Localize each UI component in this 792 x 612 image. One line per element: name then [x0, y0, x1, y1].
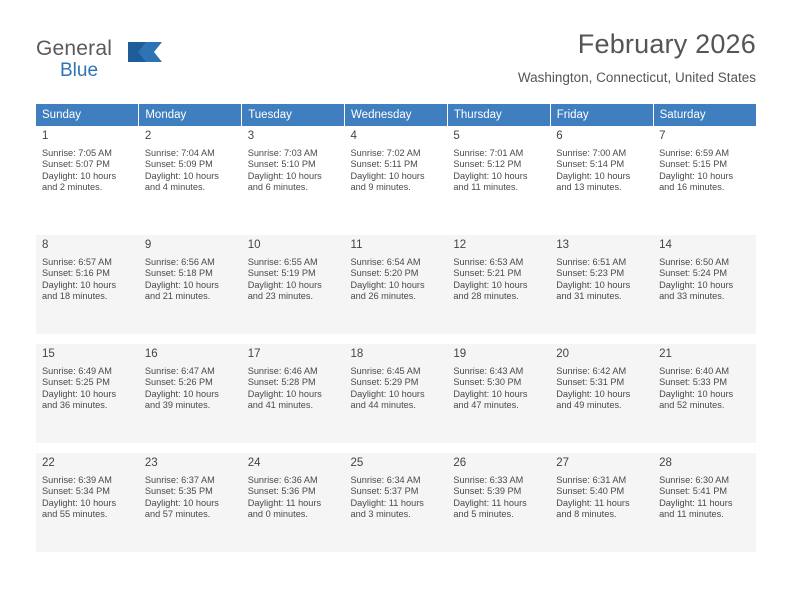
- day-number: 16: [144, 348, 158, 360]
- day-number: 26: [453, 457, 467, 469]
- day-sunrise-text: Sunrise: 7:02 AM: [350, 148, 421, 158]
- day-daylight2-text: and 31 minutes.: [556, 291, 622, 302]
- day-daylight1-text: Daylight: 10 hours: [659, 279, 734, 290]
- day-details: [659, 148, 750, 194]
- day-daylight2-text: and 26 minutes.: [350, 291, 416, 302]
- day-daylight2-text: and 28 minutes.: [453, 291, 519, 302]
- day-daylight1-text: Daylight: 11 hours: [556, 497, 630, 508]
- day-daylight1-text: Daylight: 11 hours: [247, 497, 322, 508]
- day-sunrise-text: Sunrise: 6:46 AM: [247, 366, 318, 376]
- day-details: [42, 366, 133, 412]
- day-sunrise-text: Sunrise: 6:40 AM: [659, 366, 730, 376]
- day-number: 3: [247, 130, 255, 142]
- calendar-week-row: [36, 235, 756, 334]
- logo[interactable]: [36, 38, 236, 80]
- day-sunset-text: Sunset: 5:28 PM: [247, 377, 316, 388]
- day-daylight2-text: and 3 minutes.: [350, 509, 411, 520]
- day-daylight1-text: Daylight: 10 hours: [659, 388, 734, 399]
- day-daylight2-text: and 16 minutes.: [659, 182, 725, 193]
- calendar-day-cell[interactable]: [139, 453, 242, 552]
- calendar-day-cell[interactable]: [36, 453, 139, 552]
- day-daylight2-text: and 9 minutes.: [350, 182, 411, 193]
- day-sunset-text: Sunset: 5:11 PM: [350, 159, 418, 170]
- day-daylight1-text: Daylight: 10 hours: [247, 170, 322, 181]
- calendar-day-cell[interactable]: [345, 126, 448, 225]
- day-daylight2-text: and 44 minutes.: [350, 400, 416, 411]
- day-number: 9: [144, 239, 152, 251]
- day-number: 6: [556, 130, 563, 142]
- day-daylight2-text: and 2 minutes.: [42, 182, 103, 193]
- day-sunset-text: Sunset: 5:26 PM: [144, 377, 213, 388]
- day-daylight1-text: Daylight: 10 hours: [659, 170, 734, 181]
- day-sunset-text: Sunset: 5:33 PM: [659, 377, 727, 388]
- weekday-header-wednesday: Wednesday: [345, 104, 448, 126]
- day-details: [145, 257, 236, 303]
- day-daylight1-text: Daylight: 10 hours: [247, 388, 322, 399]
- calendar-day-cell[interactable]: [550, 126, 653, 225]
- day-daylight2-text: and 11 minutes.: [453, 182, 519, 193]
- day-details: [42, 475, 133, 521]
- calendar-day-cell[interactable]: [550, 235, 653, 334]
- day-number: 5: [453, 130, 460, 142]
- day-daylight1-text: Daylight: 10 hours: [556, 170, 631, 181]
- day-daylight1-text: Daylight: 10 hours: [144, 497, 219, 508]
- day-sunset-text: Sunset: 5:25 PM: [42, 377, 110, 388]
- day-number: 21: [659, 348, 672, 360]
- day-sunrise-text: Sunrise: 6:51 AM: [556, 257, 627, 267]
- day-details: [556, 148, 647, 194]
- calendar-day-cell[interactable]: [447, 235, 550, 334]
- calendar-day-cell[interactable]: [139, 344, 242, 443]
- day-sunrise-text: Sunrise: 6:43 AM: [453, 366, 524, 376]
- weekday-header-monday: Monday: [139, 104, 242, 126]
- day-details: [145, 475, 236, 521]
- day-sunrise-text: Sunrise: 6:34 AM: [350, 475, 421, 485]
- day-sunrise-text: Sunrise: 6:33 AM: [453, 475, 524, 485]
- day-sunrise-text: Sunrise: 7:05 AM: [42, 148, 112, 158]
- day-details: [659, 475, 750, 521]
- day-number: 14: [659, 239, 672, 251]
- day-sunrise-text: Sunrise: 6:53 AM: [453, 257, 524, 267]
- day-sunrise-text: Sunrise: 6:31 AM: [556, 475, 627, 485]
- day-number: 20: [556, 348, 570, 360]
- day-number: 22: [42, 457, 55, 469]
- day-number: 4: [350, 130, 357, 142]
- day-details: [659, 257, 750, 303]
- day-sunset-text: Sunset: 5:37 PM: [350, 486, 419, 497]
- day-details: [453, 475, 544, 521]
- day-details: [248, 148, 339, 194]
- weekday-header-thursday: Thursday: [447, 104, 550, 126]
- day-sunset-text: Sunset: 5:39 PM: [453, 486, 522, 497]
- day-daylight1-text: Daylight: 11 hours: [659, 497, 733, 508]
- day-sunset-text: Sunset: 5:34 PM: [42, 486, 110, 497]
- day-number: 19: [453, 348, 467, 360]
- day-details: [248, 257, 339, 303]
- day-daylight2-text: and 5 minutes.: [453, 509, 514, 520]
- day-sunrise-text: Sunrise: 7:03 AM: [247, 148, 318, 158]
- day-details: [556, 366, 647, 412]
- day-daylight1-text: Daylight: 10 hours: [556, 388, 631, 399]
- day-sunset-text: Sunset: 5:12 PM: [453, 159, 522, 170]
- day-details: [453, 148, 544, 194]
- day-daylight2-text: and 41 minutes.: [247, 400, 314, 411]
- week-spacer-cell: [36, 225, 756, 235]
- day-details: [248, 366, 339, 412]
- day-sunset-text: Sunset: 5:18 PM: [144, 268, 213, 279]
- calendar-week-row: [36, 453, 756, 552]
- day-sunrise-text: Sunrise: 6:37 AM: [144, 475, 215, 485]
- day-number: 27: [556, 457, 570, 469]
- day-details: [453, 257, 544, 303]
- day-sunrise-text: Sunrise: 7:00 AM: [556, 148, 627, 158]
- day-sunrise-text: Sunrise: 7:04 AM: [144, 148, 215, 158]
- day-daylight1-text: Daylight: 10 hours: [556, 279, 631, 290]
- day-daylight1-text: Daylight: 10 hours: [144, 170, 219, 181]
- week-spacer-cell: [36, 334, 756, 344]
- weekday-header-tuesday: Tuesday: [242, 104, 345, 126]
- day-number: 24: [247, 457, 261, 469]
- calendar-day-cell[interactable]: [36, 344, 139, 443]
- day-sunset-text: Sunset: 5:36 PM: [247, 486, 316, 497]
- day-number: 28: [659, 457, 672, 469]
- day-daylight1-text: Daylight: 10 hours: [350, 170, 425, 181]
- day-daylight1-text: Daylight: 10 hours: [350, 279, 425, 290]
- day-daylight1-text: Daylight: 10 hours: [42, 170, 117, 181]
- title-block: [518, 24, 756, 86]
- day-sunset-text: Sunset: 5:30 PM: [453, 377, 522, 388]
- sunrise-sunset-calendar: [36, 104, 756, 552]
- day-sunset-text: Sunset: 5:09 PM: [144, 159, 213, 170]
- day-details: [556, 257, 647, 303]
- day-daylight1-text: Daylight: 11 hours: [350, 497, 424, 508]
- day-sunrise-text: Sunrise: 6:36 AM: [247, 475, 318, 485]
- calendar-week-row: [36, 126, 756, 225]
- day-daylight1-text: Daylight: 10 hours: [144, 388, 219, 399]
- day-daylight2-text: and 11 minutes.: [659, 509, 724, 520]
- day-daylight1-text: Daylight: 10 hours: [453, 388, 528, 399]
- day-daylight2-text: and 21 minutes.: [144, 291, 211, 302]
- day-details: [145, 366, 236, 412]
- day-daylight1-text: Daylight: 10 hours: [453, 279, 528, 290]
- day-sunset-text: Sunset: 5:21 PM: [453, 268, 522, 279]
- day-sunset-text: Sunset: 5:10 PM: [247, 159, 316, 170]
- calendar-day-cell[interactable]: [345, 344, 448, 443]
- calendar-day-cell[interactable]: [242, 235, 345, 334]
- day-sunrise-text: Sunrise: 6:59 AM: [659, 148, 730, 158]
- page-header: [36, 24, 756, 98]
- day-details: [351, 148, 442, 194]
- logo-text-blue: Blue: [60, 60, 99, 81]
- day-sunset-text: Sunset: 5:35 PM: [144, 486, 213, 497]
- day-details: [42, 148, 133, 194]
- day-number: 23: [144, 457, 158, 469]
- day-sunset-text: Sunset: 5:20 PM: [350, 268, 419, 279]
- day-sunset-text: Sunset: 5:29 PM: [350, 377, 419, 388]
- day-sunrise-text: Sunrise: 6:45 AM: [350, 366, 421, 376]
- day-daylight2-text: and 18 minutes.: [42, 291, 108, 302]
- day-details: [351, 475, 442, 521]
- day-details: [248, 475, 339, 521]
- day-daylight2-text: and 0 minutes.: [247, 509, 308, 520]
- day-sunset-text: Sunset: 5:19 PM: [247, 268, 316, 279]
- calendar-day-cell[interactable]: [653, 235, 756, 334]
- calendar-day-cell[interactable]: [447, 453, 550, 552]
- calendar-day-cell[interactable]: [242, 453, 345, 552]
- day-sunrise-text: Sunrise: 6:56 AM: [144, 257, 215, 267]
- day-number: 2: [144, 130, 152, 142]
- weekday-header-saturday: Saturday: [653, 104, 756, 126]
- day-number: 25: [350, 457, 364, 469]
- day-details: [145, 148, 236, 194]
- location-subtitle: Washington, Connecticut, United States: [517, 70, 756, 85]
- day-daylight2-text: and 23 minutes.: [247, 291, 314, 302]
- day-sunset-text: Sunset: 5:23 PM: [556, 268, 625, 279]
- calendar-day-cell[interactable]: [345, 453, 448, 552]
- day-sunrise-text: Sunrise: 6:47 AM: [144, 366, 215, 376]
- day-daylight2-text: and 4 minutes.: [144, 182, 206, 193]
- day-daylight2-text: and 55 minutes.: [42, 509, 108, 520]
- day-number: 12: [453, 239, 467, 251]
- day-details: [351, 366, 442, 412]
- week-spacer: [36, 334, 756, 344]
- day-details: [659, 366, 750, 412]
- day-sunrise-text: Sunrise: 7:01 AM: [453, 148, 524, 158]
- day-sunset-text: Sunset: 5:15 PM: [659, 159, 727, 170]
- flag-icon: [126, 40, 164, 64]
- calendar-day-cell[interactable]: [242, 344, 345, 443]
- day-sunrise-text: Sunrise: 6:55 AM: [247, 257, 318, 267]
- day-sunrise-text: Sunrise: 6:54 AM: [350, 257, 421, 267]
- calendar-day-cell[interactable]: [139, 235, 242, 334]
- day-number: 7: [659, 130, 666, 142]
- day-daylight2-text: and 47 minutes.: [453, 400, 519, 411]
- calendar-day-cell[interactable]: [550, 453, 653, 552]
- day-sunrise-text: Sunrise: 6:50 AM: [659, 257, 730, 267]
- calendar-day-cell[interactable]: [653, 344, 756, 443]
- day-sunrise-text: Sunrise: 6:42 AM: [556, 366, 627, 376]
- calendar-day-cell[interactable]: [36, 126, 139, 225]
- day-daylight2-text: and 13 minutes.: [556, 182, 622, 193]
- calendar-day-cell[interactable]: [653, 453, 756, 552]
- day-daylight2-text: and 57 minutes.: [144, 509, 211, 520]
- day-daylight1-text: Daylight: 10 hours: [247, 279, 322, 290]
- day-daylight2-text: and 6 minutes.: [247, 182, 308, 193]
- calendar-day-cell[interactable]: [447, 126, 550, 225]
- day-sunset-text: Sunset: 5:31 PM: [556, 377, 625, 388]
- day-number: 13: [556, 239, 570, 251]
- day-daylight2-text: and 49 minutes.: [556, 400, 622, 411]
- day-sunset-text: Sunset: 5:40 PM: [556, 486, 625, 497]
- day-details: [351, 257, 442, 303]
- day-daylight1-text: Daylight: 10 hours: [350, 388, 425, 399]
- day-number: 11: [350, 239, 363, 251]
- day-sunset-text: Sunset: 5:24 PM: [659, 268, 727, 279]
- day-number: 1: [42, 130, 49, 142]
- calendar-day-cell[interactable]: [550, 344, 653, 443]
- day-details: [556, 475, 647, 521]
- day-sunset-text: Sunset: 5:07 PM: [42, 159, 110, 170]
- day-daylight1-text: Daylight: 10 hours: [42, 497, 117, 508]
- calendar-week-row: [36, 344, 756, 443]
- calendar-day-cell[interactable]: [345, 235, 448, 334]
- day-sunrise-text: Sunrise: 6:57 AM: [42, 257, 112, 267]
- day-daylight1-text: Daylight: 10 hours: [42, 388, 117, 399]
- logo-text-general: General: [36, 37, 113, 60]
- calendar-day-cell[interactable]: [242, 126, 345, 225]
- day-sunset-text: Sunset: 5:14 PM: [556, 159, 625, 170]
- week-spacer: [36, 225, 756, 235]
- day-daylight2-text: and 52 minutes.: [659, 400, 725, 411]
- calendar-day-cell[interactable]: [653, 126, 756, 225]
- day-details: [453, 366, 544, 412]
- day-daylight2-text: and 33 minutes.: [659, 291, 725, 302]
- day-daylight1-text: Daylight: 11 hours: [453, 497, 527, 508]
- day-sunrise-text: Sunrise: 6:30 AM: [659, 475, 730, 485]
- weekday-header-sunday: Sunday: [36, 104, 139, 126]
- week-spacer: [36, 443, 756, 453]
- day-daylight1-text: Daylight: 10 hours: [42, 279, 117, 290]
- day-sunrise-text: Sunrise: 6:49 AM: [42, 366, 112, 376]
- day-sunset-text: Sunset: 5:41 PM: [659, 486, 727, 497]
- day-sunset-text: Sunset: 5:16 PM: [42, 268, 110, 279]
- day-number: 17: [247, 348, 261, 360]
- calendar-body: [36, 126, 756, 552]
- day-details: [42, 257, 133, 303]
- day-number: 8: [42, 239, 49, 251]
- day-number: 10: [247, 239, 261, 251]
- day-number: 18: [350, 348, 364, 360]
- week-spacer-cell: [36, 443, 756, 453]
- day-daylight1-text: Daylight: 10 hours: [144, 279, 219, 290]
- day-daylight2-text: and 8 minutes.: [556, 509, 617, 520]
- day-number: 15: [42, 348, 55, 360]
- day-daylight2-text: and 36 minutes.: [42, 400, 108, 411]
- day-sunrise-text: Sunrise: 6:39 AM: [42, 475, 112, 485]
- calendar-day-cell[interactable]: [447, 344, 550, 443]
- page-title: February 2026: [577, 29, 756, 59]
- day-daylight1-text: Daylight: 10 hours: [453, 170, 528, 181]
- day-daylight2-text: and 39 minutes.: [144, 400, 211, 411]
- weekday-header-friday: Friday: [550, 104, 653, 126]
- calendar-day-cell[interactable]: [36, 235, 139, 334]
- calendar-day-cell[interactable]: [139, 126, 242, 225]
- weekday-header-row: [36, 104, 756, 126]
